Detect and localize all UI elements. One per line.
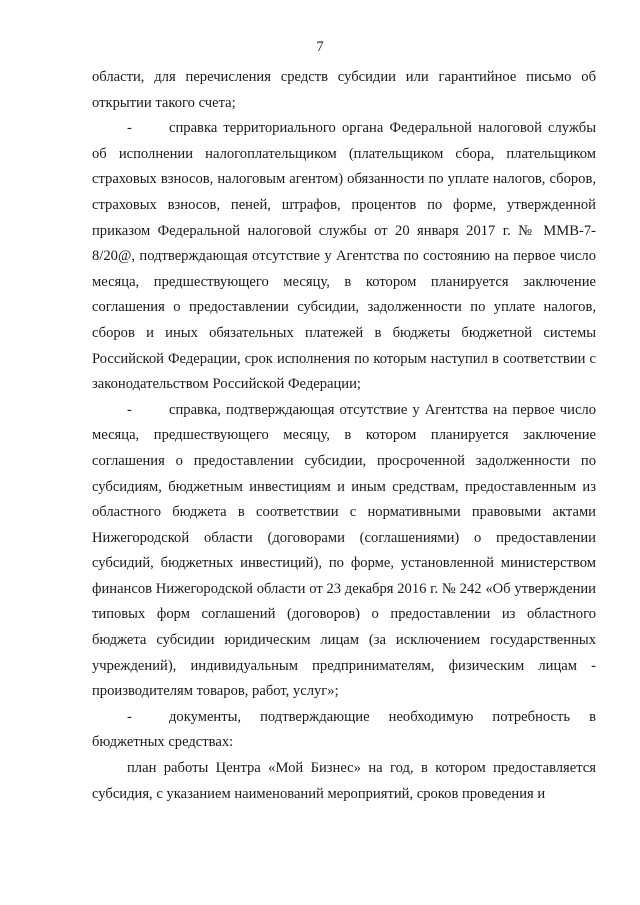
paragraph-indented bbox=[92, 756, 596, 807]
list-item bbox=[92, 705, 596, 756]
list-item-text: справка территориального органа Федеральной налоговой службы об исполнении налогоплательщиком (плательщиком сбора, плательщиком страховых взносов, налоговым агентом) обязанности по уплате налогов, сборов, страховых взносов, пеней, штрафов, процентов по форме, утвержденной приказом Федеральной налоговой службы от 20 января 2017 г. № ММВ-7-8/20@, подтверждающая отсутствие у Агентства по состоянию на первое число месяца, предшествующего месяцу, в котором планируется заключение соглашения о предоставлении субсидии, задолженности по уплате налогов, сборов и иных обязательных платежей в бюджеты бюджетной системы Российской Федерации, срок исполнения по которым наступил в соответствии с законодательством Российской Федерации; bbox=[92, 120, 596, 393]
paragraph-continuation bbox=[92, 65, 596, 116]
paragraph-text: области, для перечисления средств субсидии или гарантийное письмо об открытии такого счета; bbox=[92, 69, 596, 111]
list-item-text: справка, подтверждающая отсутствие у Агентства на первое число месяца, предшествующего месяцу, в котором планируется заключение соглашения о предоставлении субсидии, просроченной задолженности по субсидиям, бюджетным инвестициям и иным средствам, предоставленным из областного бюджета в соответствии с нормативными правовыми актами Нижегородской области (договорами (соглашениями) о предоставлении субсидий, бюджетных инвестиций), по форме, установленной министерством финансов Нижегородской области от 23 декабря 2016 г. № 242 «Об утверждении типовых форм соглашений (договоров) о предоставлении из областного бюджета субсидии юридическим лицам (за исключением государственных учреждений), индивидуальным предпринимателям, физическим лицам - производителям товаров, работ, услуг»; bbox=[92, 401, 596, 700]
list-item-text: документы, подтверждающие необходимую потребность в бюджетных средствах: bbox=[92, 708, 596, 751]
list-item bbox=[92, 116, 596, 398]
list-marker: - bbox=[127, 120, 132, 137]
list-item bbox=[92, 398, 596, 705]
list-marker: - bbox=[127, 401, 132, 418]
page-number: 7 bbox=[316, 39, 324, 55]
list-marker: - bbox=[127, 708, 132, 725]
document-body bbox=[92, 65, 596, 807]
paragraph-text: план работы Центра «Мой Бизнес» на год, в котором предоставляется субсидия, с указанием наименований мероприятий, сроков проведения и bbox=[92, 760, 596, 802]
